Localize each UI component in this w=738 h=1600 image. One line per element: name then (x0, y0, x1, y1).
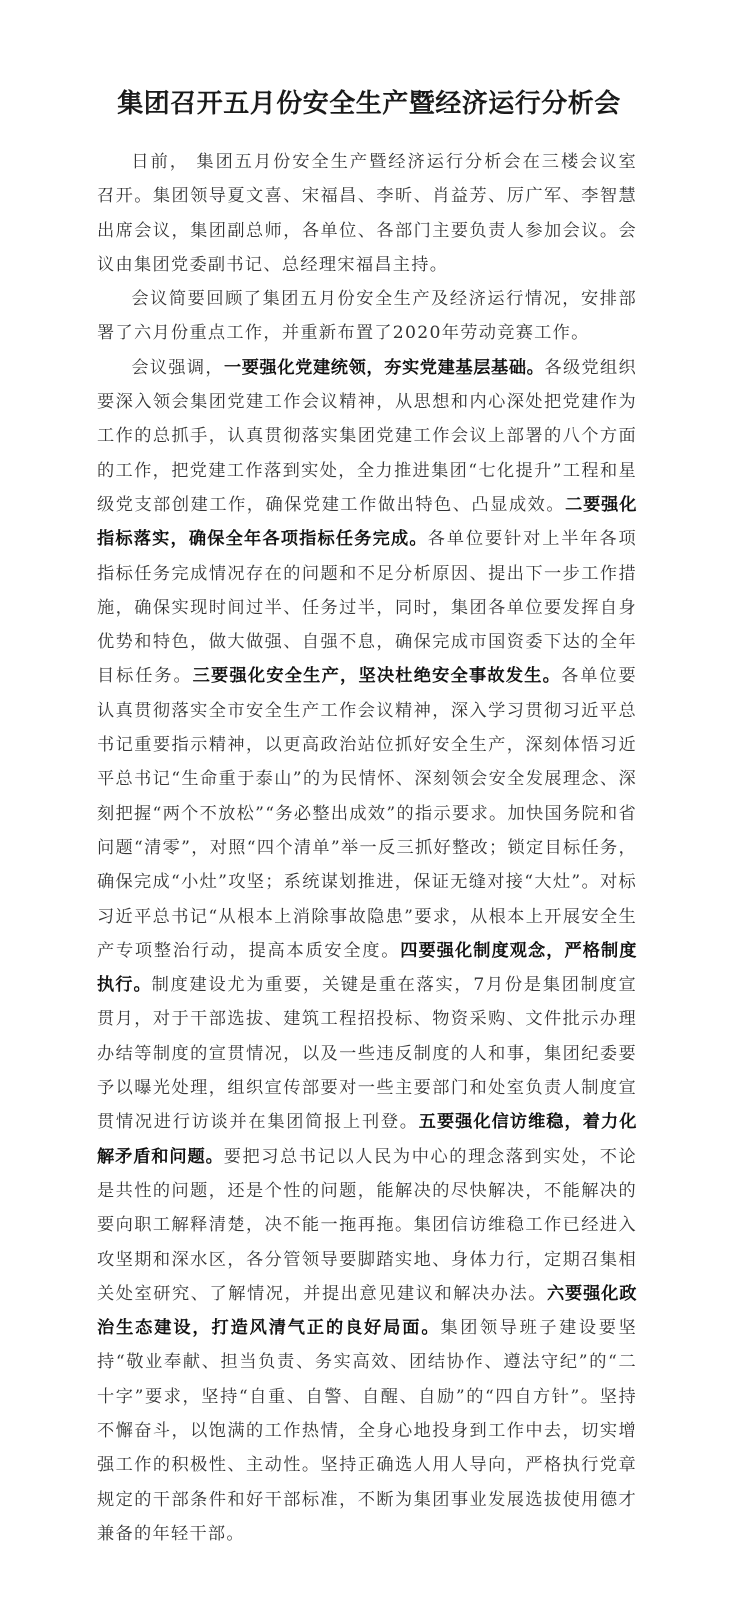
text-segment: 各单位要针对上半年各项指标任务完成情况存在的问题和不足分析原因、提出下一步工作措施，确保实现时间过半、任务过半，同时，集团各单位要发挥自身优势和特色，做大做强、自强不息，确保完成市国资委下达的全年目标任务。 (97, 529, 637, 687)
bold-heading-point-3: 三要强化安全生产，坚决杜绝安全事故发生。 (192, 666, 562, 687)
text-segment: 会议简要回顾了集团五月份安全生产及经济运行情况，安排部署了六月份重点工作，并重新布置了2020年劳动竞赛工作。 (97, 289, 637, 344)
paragraph-emphasis (97, 351, 637, 1551)
bold-heading-point-4: 四要强化制度观念，严格制度执行。 (97, 940, 637, 996)
bold-heading-point-2: 二要强化指标落实，确保全年各项指标任务完成。 (97, 494, 637, 550)
paragraph-review (97, 282, 637, 351)
document-body (97, 145, 637, 1551)
text-segment: 日前， 集团五月份安全生产暨经济运行分析会在三楼会议室召开。集团领导夏文喜、宋福昌、李昕、肖益芳、厉广军、李智慧出席会议，集团副总师，各单位、各部门主要负责人参加会议。会议由集团党委副书记、总经理宋福昌主持。 (97, 152, 637, 275)
text-segment: 集团领导班子建设要坚持“敬业奉献、担当负责、务实高效、团结协作、遵法守纪”的“二十字”要求，坚持“自重、自警、自醒、自励”的“四自方针”。坚持不懈奋斗，以饱满的工作热情，全身心地投身到工作中去，切实增强工作的积极性、主动性。坚持正确选人用人导向，严格执行党章规定的干部条件和好干部标准，不断为集团事业发展选拔使用德才兼备的年轻干部。 (97, 1318, 637, 1544)
paragraph-intro (97, 145, 637, 282)
bold-heading-point-6: 六要强化政治生态建设，打造风清气正的良好局面。 (97, 1283, 637, 1339)
text-segment: 各级党组织要深入领会集团党建工作会议精神，从思想和内心深处把党建作为工作的总抓手，认真贯彻落实集团党建工作会议上部署的八个方面的工作，把党建工作落到实处，全力推进集团“七化提升”工程和星级党支部创建工作，确保党建工作做出特色、凸显成效。 (97, 357, 637, 515)
text-segment: 会议强调， (131, 357, 224, 378)
text-segment: 各单位要认真贯彻落实全市安全生产工作会议精神，深入学习贯彻习近平总书记重要指示精神，以更高政治站位抓好安全生产，深刻体悟习近平总书记“生命重于泰山”的为民情怀、深刻领会安全发展理念、深刻把握“两个不放松”“务必整出成效”的指示要求。加快国务院和省问题“清零”，对照“四个清单”举一反三抓好整改；锁定目标任务，确保完成“小灶”攻坚；系统谋划推进，保证无缝对接“大灶”。对标习近平总书记“从根本上消除事故隐患”要求，从根本上开展安全生产专项整治行动，提高本质安全度。 (97, 666, 637, 961)
bold-heading-point-1: 一要强化党建统领，夯实党建基层基础。 (223, 357, 545, 378)
bold-heading-point-5: 五要强化信访维稳，着力化解矛盾和问题。 (97, 1112, 637, 1167)
text-segment: 要把习总书记以人民为中心的理念落到实处，不论是共性的问题，还是个性的问题，能解决的尽快解决，不能解决的要向职工解释清楚，决不能一拖再拖。集团信访维稳工作已经进入攻坚期和深水区，各分管领导要脚踏实地、身体力行，定期召集相关处室研究、了解情况，并提出意见建议和解决办法。 (97, 1146, 637, 1304)
text-segment: 制度建设尤为重要，关键是重在落实，7月份是集团制度宣贯月，对于干部选拔、建筑工程招投标、物资采购、文件批示办理办结等制度的宣贯情况，以及一些违反制度的人和事，集团纪委要予以曝光处理，组织宣传部要对一些主要部门和处室负责人制度宣贯情况进行访谈并在集团简报上刊登。 (97, 975, 637, 1133)
document-title: 集团召开五月份安全生产暨经济运行分析会 (117, 89, 621, 119)
